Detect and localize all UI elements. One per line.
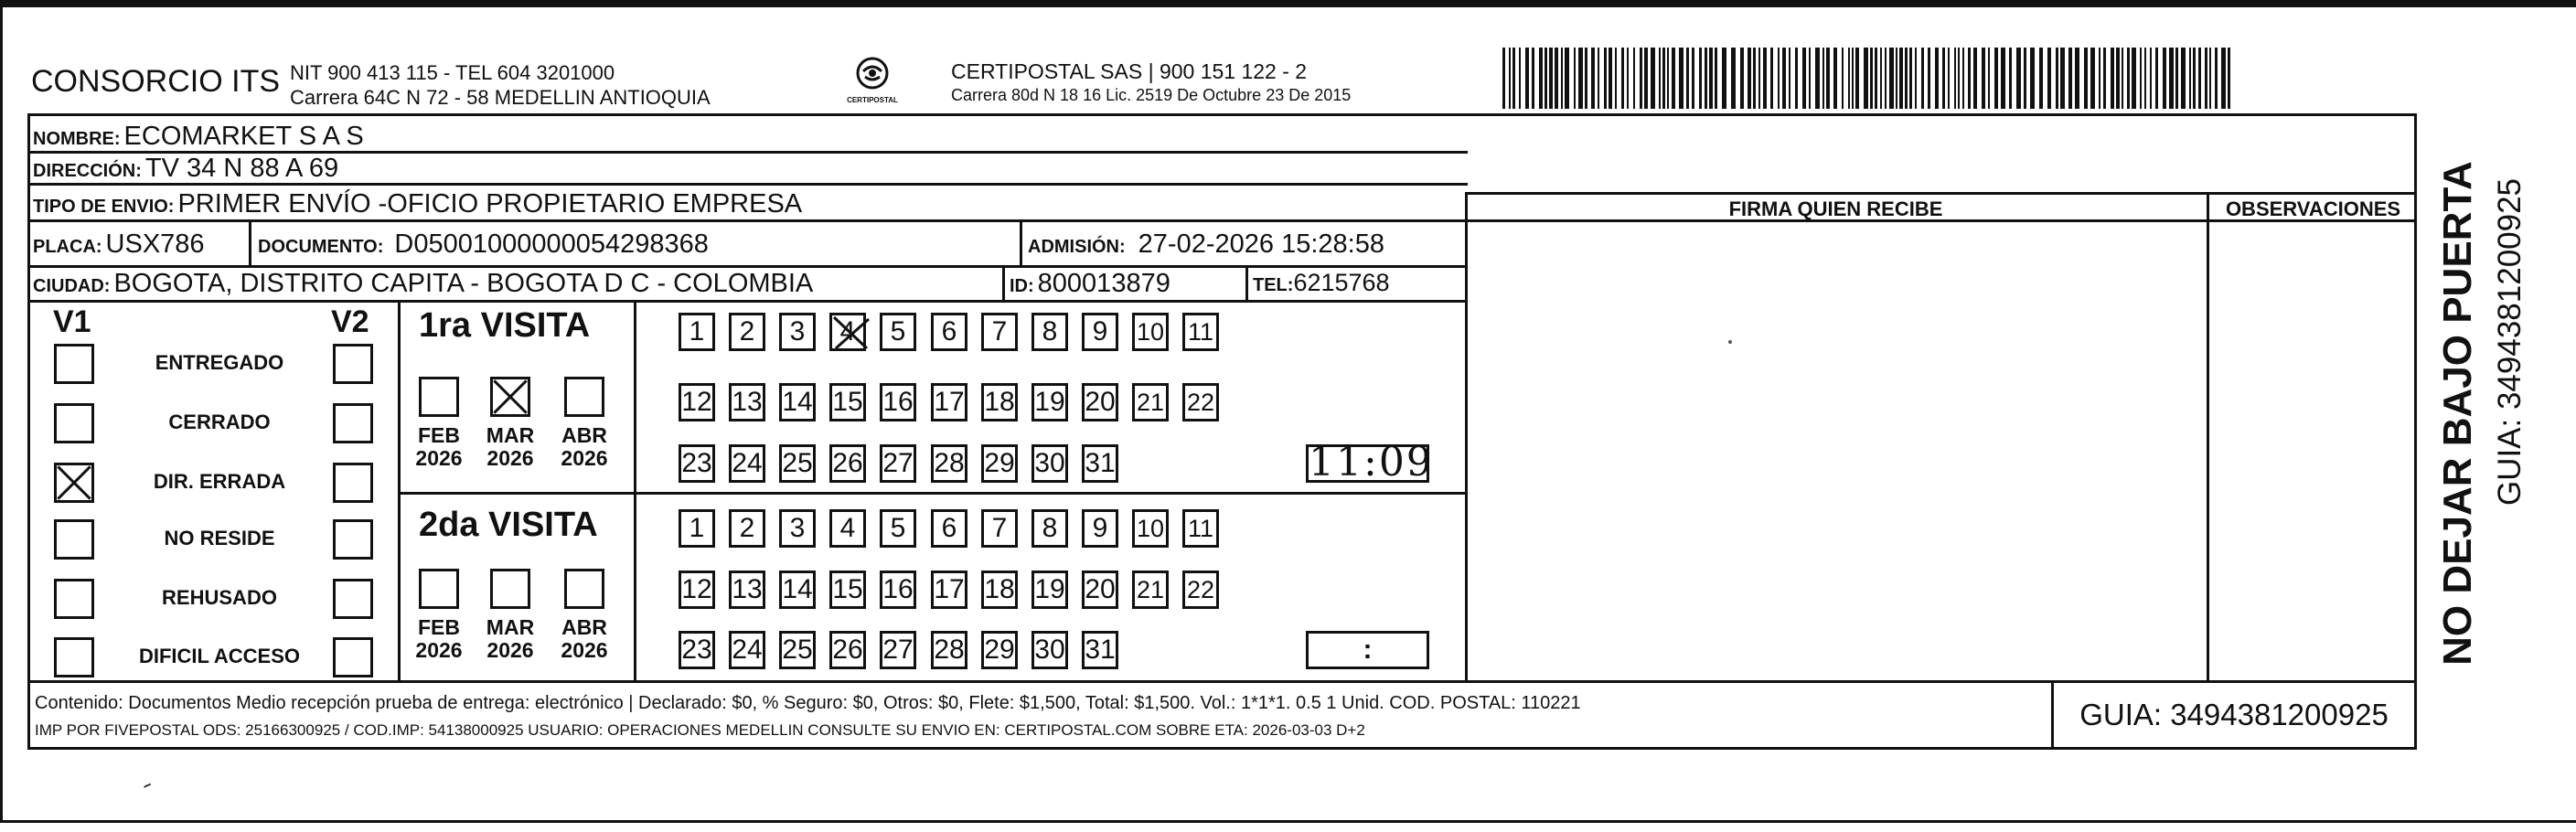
day-number: 1 <box>689 316 705 347</box>
tipo-row <box>33 189 802 219</box>
status-label: DIFICIL ACCESO <box>138 645 301 667</box>
day-number: 24 <box>732 448 763 478</box>
day-number: 10 <box>1136 515 1165 542</box>
month-name: ABR <box>561 423 607 447</box>
day-box[interactable] <box>779 631 816 669</box>
documento-value: D05001000000054298368 <box>394 229 709 259</box>
day-number: 16 <box>882 387 914 417</box>
day-box[interactable] <box>679 444 715 483</box>
v2-checkbox[interactable] <box>333 579 373 619</box>
visit2-title: 2da VISITA <box>419 506 598 544</box>
day-box[interactable] <box>1082 631 1118 669</box>
day-number: 26 <box>832 448 863 478</box>
signature-dot <box>1728 340 1732 344</box>
day-box[interactable] <box>981 313 1018 351</box>
barcode-bars <box>1502 48 2234 109</box>
day-box[interactable] <box>880 509 916 548</box>
v1-checkbox[interactable] <box>54 637 94 677</box>
day-box[interactable] <box>779 571 816 609</box>
day-number: 14 <box>782 574 813 604</box>
month-name: MAR <box>486 615 535 639</box>
id-label: ID: <box>1010 276 1034 296</box>
ciudad-value: BOGOTA, DISTRITO CAPITA - BOGOTA D C - COLOMBIA <box>113 269 814 298</box>
day-number: 12 <box>681 574 712 604</box>
month-year: 2026 <box>415 446 463 470</box>
status-label: DIR. ERRADA <box>153 470 286 493</box>
tel-row <box>1253 269 1390 297</box>
day-box[interactable] <box>1132 383 1169 421</box>
day-box[interactable] <box>729 444 765 483</box>
month-checkbox[interactable] <box>419 377 459 417</box>
day-box[interactable] <box>1182 571 1219 609</box>
certipostal-logo <box>845 55 900 104</box>
certipostal-logo-icon <box>854 55 891 91</box>
tipo-label: TIPO DE ENVIO: <box>33 197 175 217</box>
day-box[interactable] <box>1082 444 1118 483</box>
carrier-nit: CERTIPOSTAL SAS | 900 151 122 - 2 <box>951 59 1308 83</box>
month-checkbox[interactable] <box>564 569 604 609</box>
day-number: 4 <box>839 513 856 543</box>
nombre-value: ECOMARKET S A S <box>123 122 364 151</box>
day-box[interactable] <box>679 509 715 548</box>
v1-checkbox[interactable] <box>54 519 94 560</box>
day-number: 6 <box>941 316 957 347</box>
day-number: 28 <box>934 635 965 665</box>
footer-print-info: IMP POR FIVEPOSTAL ODS: 25166300925 / COD.IMP: 54138000925 USUARIO: OPERACIONES MEDELLIN CONSULTE SU ENVIO EN: CERTIPOSTAL.COM SOBRE ETA: 2026-03-03 D+2 <box>35 721 1365 739</box>
day-number: 8 <box>1042 513 1058 543</box>
bottom-border <box>0 820 2576 823</box>
day-number: 1 <box>689 513 705 543</box>
day-number: 5 <box>890 513 906 543</box>
day-box[interactable] <box>931 509 967 548</box>
day-box[interactable] <box>679 383 715 421</box>
day-number: 3 <box>789 316 806 347</box>
day-box[interactable] <box>1182 383 1219 421</box>
firma-header: FIRMA QUIEN RECIBE <box>1728 197 1943 220</box>
day-number: 15 <box>832 574 863 604</box>
day-box[interactable] <box>679 313 715 351</box>
day-box[interactable] <box>1031 509 1068 548</box>
day-number: 13 <box>732 387 763 417</box>
day-number: 5 <box>890 316 906 347</box>
day-box[interactable] <box>880 444 916 483</box>
day-box[interactable] <box>1082 383 1118 421</box>
day-number: 31 <box>1085 635 1116 665</box>
day-box[interactable] <box>1132 571 1169 609</box>
day-number: 21 <box>1136 389 1165 416</box>
day-number: 30 <box>1034 448 1065 478</box>
tel-label: TEL: <box>1253 275 1294 295</box>
month-label <box>557 616 612 662</box>
day-box[interactable] <box>779 383 816 421</box>
day-number: 4 <box>839 316 856 347</box>
day-number: 6 <box>941 513 957 543</box>
day-box[interactable] <box>729 631 765 669</box>
month-label <box>483 424 538 470</box>
day-number: 19 <box>1034 574 1065 604</box>
day-box[interactable] <box>829 571 866 609</box>
tipo-value: PRIMER ENVÍO -OFICIO PROPIETARIO EMPRESA <box>177 189 803 219</box>
placa-value: USX786 <box>105 229 205 259</box>
day-box[interactable] <box>779 444 816 483</box>
day-number: 8 <box>1042 316 1058 347</box>
placa-row <box>33 229 205 260</box>
id-row <box>1010 269 1170 299</box>
month-checkbox[interactable] <box>490 569 530 609</box>
day-box[interactable] <box>1082 313 1118 351</box>
status-label: ENTREGADO <box>155 351 284 374</box>
day-box[interactable] <box>1132 313 1169 351</box>
day-box[interactable] <box>981 631 1018 669</box>
day-number: 22 <box>1186 576 1215 603</box>
day-box[interactable] <box>931 571 967 609</box>
day-box[interactable] <box>931 383 967 421</box>
day-number: 29 <box>984 635 1015 665</box>
day-number: 19 <box>1034 387 1065 417</box>
observaciones-header: OBSERVACIONES <box>2225 197 2401 220</box>
day-box[interactable] <box>829 509 866 548</box>
day-number: 22 <box>1186 389 1215 416</box>
company-name: CONSORCIO ITS <box>31 64 281 99</box>
month-checkbox[interactable] <box>564 377 604 417</box>
day-number: 23 <box>681 635 712 665</box>
month-checkbox[interactable] <box>419 569 459 609</box>
v1-checkbox[interactable] <box>54 403 94 443</box>
month-name: MAR <box>486 423 535 447</box>
top-border <box>0 0 2576 7</box>
day-box[interactable] <box>729 313 765 351</box>
footer-contents: Contenido: Documentos Medio recepción prueba de entrega: electrónico | Declarado: $0, % Seguro: $0, Otros: $0, Flete: $1,500, Total: $1,500. Vol.: 1*1*1. 0.5 1 Unid. COD. POSTAL: 110221 <box>35 693 1581 713</box>
day-number: 21 <box>1136 576 1165 603</box>
nombre-label: NOMBRE: <box>33 129 121 149</box>
time-placeholder: : <box>1363 635 1373 665</box>
handwritten-x-mark <box>827 312 874 354</box>
day-box[interactable] <box>1031 631 1068 669</box>
day-number: 15 <box>832 387 863 417</box>
side-warning: NO DEJAR BAJO PUERTA <box>2435 161 2480 666</box>
v2-checkbox[interactable] <box>333 344 373 384</box>
day-number: 7 <box>991 513 1008 543</box>
day-number: 9 <box>1092 513 1108 543</box>
id-value: 800013879 <box>1037 269 1170 298</box>
day-box[interactable] <box>829 631 866 669</box>
day-number: 23 <box>681 448 712 478</box>
day-box[interactable] <box>729 509 765 548</box>
day-box[interactable] <box>779 509 816 548</box>
month-year: 2026 <box>486 446 534 470</box>
carrier-info <box>951 59 1351 106</box>
day-number: 18 <box>984 574 1015 604</box>
day-box[interactable] <box>1132 509 1169 548</box>
admision-label: ADMISIÓN: <box>1028 237 1126 257</box>
admision-row <box>1028 229 1384 260</box>
company-info <box>290 60 711 110</box>
day-box[interactable] <box>880 383 916 421</box>
day-number: 20 <box>1085 574 1116 604</box>
day-box[interactable] <box>729 383 765 421</box>
day-number: 26 <box>832 635 863 665</box>
day-box[interactable] <box>880 313 916 351</box>
v1-label: V1 <box>53 304 91 339</box>
v2-checkbox[interactable] <box>333 463 373 503</box>
day-box[interactable] <box>1031 383 1068 421</box>
day-number: 20 <box>1085 387 1116 417</box>
v2-label: V2 <box>331 304 369 339</box>
day-box[interactable] <box>679 631 715 669</box>
carrier-license: Carrera 80d N 18 16 Lic. 2519 De Octubre 23 De 2015 <box>951 86 1352 104</box>
month-year: 2026 <box>486 638 534 662</box>
day-box[interactable] <box>931 444 967 483</box>
day-box[interactable] <box>880 631 916 669</box>
month-year: 2026 <box>561 638 608 662</box>
admision-value: 27-02-2026 15:28:58 <box>1138 229 1384 259</box>
day-number: 13 <box>732 574 763 604</box>
barcode <box>1502 48 2234 109</box>
day-box[interactable] <box>779 313 816 351</box>
day-box[interactable] <box>729 571 765 609</box>
day-box[interactable] <box>981 444 1018 483</box>
documento-label: DOCUMENTO: <box>258 237 384 257</box>
month-name: ABR <box>561 615 607 639</box>
month-checkbox[interactable] <box>490 377 530 417</box>
v2-checkbox[interactable] <box>333 403 373 443</box>
day-number: 11 <box>1187 318 1214 346</box>
day-box[interactable] <box>981 509 1018 548</box>
day-number: 31 <box>1085 448 1116 478</box>
day-box[interactable] <box>1031 313 1068 351</box>
v2-checkbox[interactable] <box>333 519 373 560</box>
left-border <box>0 0 3 823</box>
v2-checkbox[interactable] <box>333 637 373 677</box>
day-number: 24 <box>732 635 763 665</box>
placa-label: PLACA: <box>33 237 102 257</box>
day-number: 10 <box>1136 318 1165 346</box>
company-nit: NIT 900 413 115 - TEL 604 3201000 <box>290 61 615 84</box>
day-number: 25 <box>782 448 813 478</box>
day-box[interactable] <box>1182 313 1219 351</box>
day-box[interactable] <box>1031 571 1068 609</box>
day-number: 2 <box>739 513 755 543</box>
day-box[interactable] <box>829 383 866 421</box>
month-label <box>483 616 538 662</box>
day-box[interactable] <box>679 571 715 609</box>
handwritten-time: 11:09 <box>1309 439 1434 485</box>
day-number: 28 <box>934 448 965 478</box>
day-number: 25 <box>782 635 813 665</box>
v1-checkbox[interactable] <box>54 344 94 384</box>
month-year: 2026 <box>561 446 608 470</box>
day-number: 9 <box>1092 316 1108 347</box>
company-address: Carrera 64C N 72 - 58 MEDELLIN ANTIOQUIA <box>290 86 711 109</box>
day-box[interactable] <box>931 313 967 351</box>
month-label <box>412 424 466 470</box>
month-year: 2026 <box>415 638 463 662</box>
day-box[interactable] <box>1031 444 1068 483</box>
day-number: 7 <box>991 316 1008 347</box>
side-guia: GUIA: 3494381200925 <box>2492 177 2528 507</box>
direccion-label: DIRECCIÓN: <box>33 161 142 181</box>
day-number: 17 <box>934 387 965 417</box>
month-name: FEB <box>418 615 460 639</box>
time-box[interactable] <box>1306 631 1429 669</box>
month-label <box>557 424 612 470</box>
status-label: CERRADO <box>168 411 271 433</box>
v1-checkbox[interactable] <box>54 463 94 503</box>
day-number: 11 <box>1187 515 1214 542</box>
day-box[interactable] <box>1182 509 1219 548</box>
nombre-row <box>33 122 364 152</box>
day-number: 30 <box>1034 635 1065 665</box>
day-number: 27 <box>882 635 914 665</box>
day-number: 14 <box>782 387 813 417</box>
day-box[interactable] <box>1082 509 1118 548</box>
day-number: 27 <box>882 448 914 478</box>
status-label: REHUSADO <box>162 586 277 609</box>
ciudad-label: CIUDAD: <box>33 276 111 296</box>
day-box[interactable] <box>829 313 866 351</box>
day-number: 12 <box>681 387 712 417</box>
stray-mark <box>144 784 153 792</box>
visit1-title: 1ra VISITA <box>419 306 591 345</box>
day-box[interactable] <box>829 444 866 483</box>
day-number: 3 <box>789 513 806 543</box>
day-box[interactable] <box>880 571 916 609</box>
ciudad-row <box>33 269 813 299</box>
day-number: 29 <box>984 448 1015 478</box>
tel-value: 6215768 <box>1293 269 1390 296</box>
day-number: 17 <box>934 574 965 604</box>
direccion-row <box>33 154 338 184</box>
footer-guia: GUIA: 3494381200925 <box>2079 698 2389 731</box>
time-box[interactable] <box>1306 439 1434 485</box>
v1-checkbox[interactable] <box>54 579 94 619</box>
documento-row <box>258 229 709 260</box>
day-box[interactable] <box>1082 571 1118 609</box>
day-number: 16 <box>882 574 914 604</box>
direccion-value: TV 34 N 88 A 69 <box>144 154 339 183</box>
day-number: 2 <box>739 316 755 347</box>
month-name: FEB <box>418 423 460 447</box>
status-label: NO RESIDE <box>164 527 275 549</box>
day-box[interactable] <box>931 631 967 669</box>
month-label <box>412 616 466 662</box>
day-box[interactable] <box>981 571 1018 609</box>
logo-text: CERTIPOSTAL <box>847 96 898 104</box>
day-box[interactable] <box>981 383 1018 421</box>
day-number: 18 <box>984 387 1015 417</box>
